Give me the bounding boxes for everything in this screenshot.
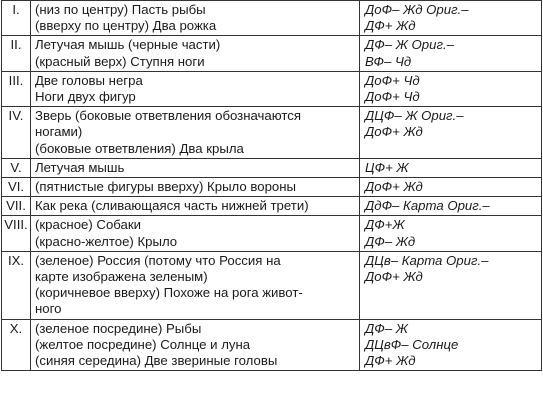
code-line: ДФ– Жд — [365, 233, 416, 249]
code-line: ДоФ– Жд Ориг.– — [365, 2, 469, 17]
description-line: (зеленое посредине) Рыбы — [35, 320, 202, 336]
code-line: ДЦв– Карта Ориг.– — [365, 252, 489, 268]
description-line: (зеленое) Россия (потому что Россия на — [35, 252, 281, 268]
description-line: (низ по центру) Пасть рыбы — [35, 2, 206, 17]
description-line: (красное) Собаки — [35, 217, 142, 233]
description-line: карте изображена зеленым) — [35, 269, 208, 285]
description-line: Летучая мышь — [35, 159, 125, 175]
description-line: Ноги двух фигур — [35, 89, 136, 105]
description-line: (красно-желтое) Крыло — [35, 233, 178, 249]
code-line: ДоФ+ Жд — [365, 124, 423, 140]
description-line: Две головы негра — [35, 72, 143, 88]
code-line: ДоФ+ Жд — [365, 179, 423, 195]
table-row — [2, 1, 542, 36]
code-line: ДЦФ– Ж Ориг.– — [365, 108, 464, 124]
table-row — [2, 36, 542, 71]
card-number: VII. — [2, 197, 31, 216]
scoring-code — [360, 251, 542, 319]
code-line: ЦФ+ Ж — [365, 159, 409, 175]
code-line: ДФ+Ж — [365, 217, 405, 233]
scoring-code — [360, 71, 542, 106]
scoring-code — [360, 107, 542, 159]
card-number: IX. — [2, 251, 31, 319]
response-description — [31, 178, 360, 197]
scoring-table — [1, 0, 542, 371]
description-line: Как река (сливающаяся часть нижней трети) — [35, 198, 309, 214]
description-line: (желтое посредине) Солнце и луна — [35, 336, 251, 352]
description-line: ногами) — [35, 124, 83, 140]
response-description — [31, 319, 360, 371]
description-line: (коричневое вверху) Похоже на рога живот- — [35, 285, 303, 301]
description-line: (вверху по центру) Два рожка — [35, 18, 217, 34]
response-description — [31, 158, 360, 177]
description-line: Летучая мышь (черные части) — [35, 37, 221, 53]
card-number: I. — [2, 1, 31, 36]
response-description — [31, 36, 360, 71]
description-line: (синяя середина) Две звериные головы — [35, 353, 278, 369]
card-number: VI. — [2, 178, 31, 197]
card-number: IV. — [2, 107, 31, 159]
table-row — [2, 251, 542, 319]
description-line: (боковые ответвления) Два крыла — [35, 140, 244, 156]
table-row — [2, 197, 542, 216]
description-line: (красный верх) Ступня ноги — [35, 53, 205, 69]
code-line: ДФ+ Жд — [365, 18, 416, 34]
code-line: ДФ+ Жд — [365, 353, 416, 369]
response-description — [31, 107, 360, 159]
table-row — [2, 178, 542, 197]
card-number: III. — [2, 71, 31, 106]
card-number: II. — [2, 36, 31, 71]
table-row — [2, 107, 542, 159]
code-line: ДФ– Ж Ориг.– — [365, 37, 454, 53]
description-line: ного — [35, 301, 62, 317]
scoring-code — [360, 319, 542, 371]
code-line: ДоФ+ Жд — [365, 269, 423, 285]
card-number: X. — [2, 319, 31, 371]
response-description — [31, 71, 360, 106]
card-number: VIII. — [2, 216, 31, 251]
code-line: ДоФ+ Чд — [365, 72, 420, 88]
scoring-code — [360, 1, 542, 36]
table-row — [2, 319, 542, 371]
response-description — [31, 1, 360, 36]
code-line: ДЦвФ– Солнце — [365, 336, 459, 352]
scoring-code — [360, 158, 542, 177]
table-row — [2, 216, 542, 251]
scoring-code — [360, 178, 542, 197]
description-line: Зверь (боковые ответвления обозначаются — [35, 108, 301, 124]
response-description — [31, 216, 360, 251]
code-line: ДоФ+ Чд — [365, 89, 420, 105]
response-description — [31, 251, 360, 319]
scoring-code — [360, 216, 542, 251]
code-line: ДдФ– Карта Ориг.– — [365, 198, 490, 214]
description-line: (пятнистые фигуры вверху) Крыло вороны — [35, 179, 297, 195]
code-line: ВФ– Чд — [365, 53, 412, 69]
scoring-code — [360, 197, 542, 216]
code-line: ДФ– Ж — [365, 320, 408, 336]
card-number: V. — [2, 158, 31, 177]
scoring-code — [360, 36, 542, 71]
response-description — [31, 197, 360, 216]
table-row — [2, 158, 542, 177]
table-row — [2, 71, 542, 106]
